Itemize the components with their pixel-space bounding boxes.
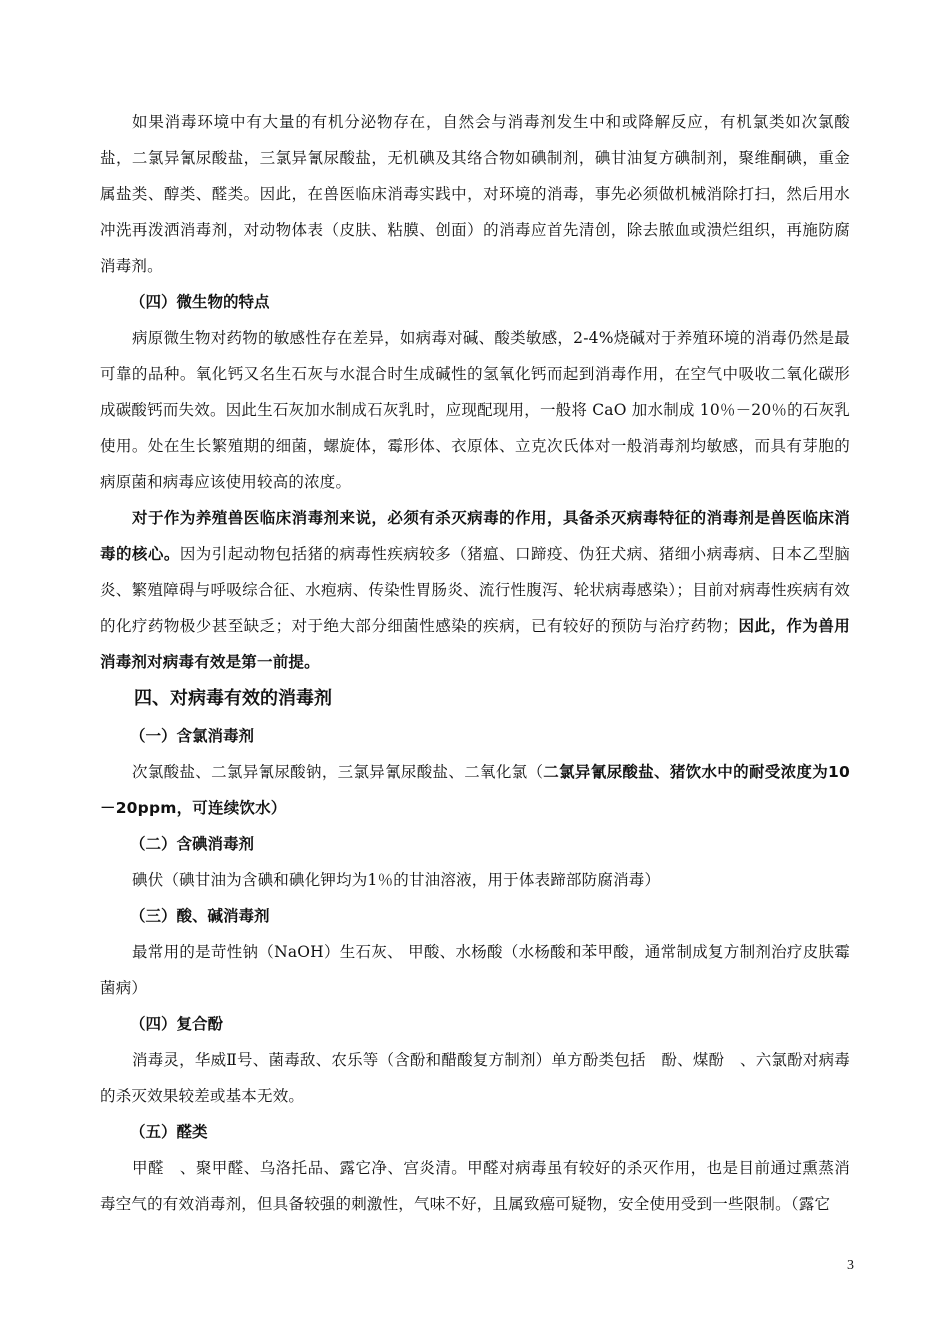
heading-iodine: （二）含碘消毒剂 bbox=[130, 835, 255, 853]
bold-core-statement: 对于作为养殖兽医临床消毒剂来说，必须有杀灭病毒的作用，具备杀灭病毒特征的消毒剂是兽医临床消毒的核心。 bbox=[100, 509, 850, 563]
paragraph-compound-phenol: 消毒灵，华威Ⅱ号、菌毒敌、农乐等（含酚和醋酸复方制剂）单方酚类包括 酚、煤酚 、六氯酚对病毒的杀灭效果较差或基本无效。 bbox=[100, 1051, 850, 1105]
heading-chlorine: （一）含氯消毒剂 bbox=[130, 727, 255, 745]
paragraph-antiviral-body: 因为引起动物包括猪的病毒性疾病较多（猪瘟、口蹄疫、伪狂犬病、猪细小病毒病、日本乙型脑炎、繁殖障碍与呼吸综合征、水疱病、传染性胃肠炎、流行性腹泻、轮状病毒感染）；目前对病毒性疾病有效的化疗药物极少甚至缺乏；对于绝大部分细菌性感染的疾病，已有较好的预防与治疗药物； bbox=[100, 545, 850, 635]
paragraph-microbe-sensitivity: 病原微生物对药物的敏感性存在差异，如病毒对碱、酸类敏感，2-4%烧碱对于养殖环境的消毒仍然是最可靠的品种。氧化钙又名生石灰与水混合时生成碱性的氢氧化钙而起到消毒作用，在空气中吸收二氧化碳形成碳酸钙而失效。因此生石灰加水制成石灰乳时，应现配现用，一般将 CaO 加水制成 10％－20％的石灰乳使用。处在生长繁殖期的细菌，螺旋体，霉形体、衣原体、立克次氏体对一般消毒剂均敏感，而具有芽胞的病原菌和病毒应该使用较高的浓度。 bbox=[100, 329, 850, 491]
page-number: 3 bbox=[847, 1258, 854, 1273]
bold-conclusion: 因此，作为兽用消毒剂对病毒有效是第一前提。 bbox=[100, 617, 850, 671]
paragraph-antiviral-core bbox=[100, 500, 850, 680]
section-heading-antiviral-disinfectants: 四、对病毒有效的消毒剂 bbox=[134, 688, 332, 709]
heading-microbe-features: （四）微生物的特点 bbox=[130, 293, 270, 311]
paragraph-iodine: 碘伏（碘甘油为含碘和碘化钾均为1％的甘油溶液，用于体表蹄部防腐消毒） bbox=[132, 871, 661, 889]
chlorine-list: 次氯酸盐、二氯异氰尿酸钠，三氯异氰尿酸盐、二氧化氯（ bbox=[132, 763, 544, 781]
paragraph-aldehydes: 甲醛 、聚甲醛、乌洛托品、露它净、宫炎清。甲醛对病毒虽有较好的杀灭作用，也是目前通过熏蒸消毒空气的有效消毒剂，但具备较强的刺激性，气味不好，且属致癌可疑物，安全使用受到一些限制。（露它 bbox=[100, 1159, 850, 1213]
paragraph-chlorine bbox=[100, 754, 850, 826]
paragraph-organic-matter: 如果消毒环境中有大量的有机分泌物存在，自然会与消毒剂发生中和或降解反应，有机氯类如次氯酸盐，二氯异氰尿酸盐，三氯异氰尿酸盐，无机碘及其络合物如碘制剂，碘甘油复方碘制剂，聚维酮碘，重金属盐类、醇类、醛类。因此，在兽医临床消毒实践中，对环境的消毒，事先必须做机械消除打扫，然后用水冲洗再泼洒消毒剂，对动物体表（皮肤、粘膜、创面）的消毒应首先清创，除去脓血或溃烂组织，再施防腐消毒剂。 bbox=[100, 113, 850, 275]
heading-acid-alkali: （三）酸、碱消毒剂 bbox=[130, 907, 270, 925]
chlorine-bold-note: 二氯异氰尿酸盐、猪饮水中的耐受浓度为10－20ppm，可连续饮水） bbox=[100, 763, 851, 817]
heading-aldehydes: （五）醛类 bbox=[130, 1123, 208, 1141]
paragraph-acid-alkali: 最常用的是苛性钠（NaOH）生石灰、 甲酸、水杨酸（水杨酸和苯甲酸，通常制成复方制剂治疗皮肤霉菌病） bbox=[100, 943, 850, 997]
page-content bbox=[100, 104, 850, 1222]
heading-compound-phenol: （四）复合酚 bbox=[130, 1015, 224, 1033]
